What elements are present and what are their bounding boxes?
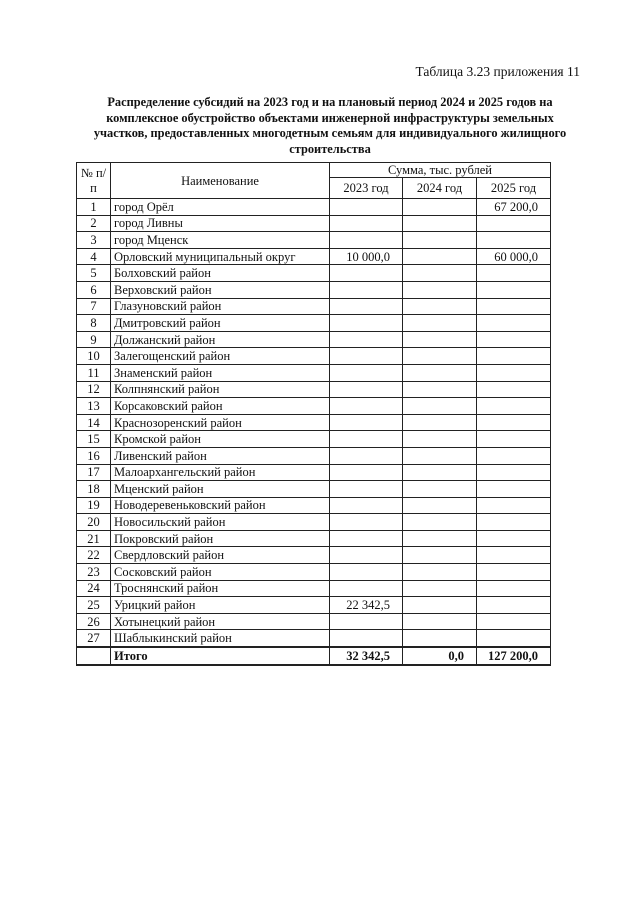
row-value-2023 xyxy=(330,398,403,415)
row-name: Орловский муниципальный округ xyxy=(111,248,330,265)
row-number: 9 xyxy=(77,331,111,348)
row-number: 6 xyxy=(77,281,111,298)
row-value-2023 xyxy=(330,613,403,630)
table-row xyxy=(77,597,551,614)
row-value-2025 xyxy=(477,564,551,581)
row-value-2023 xyxy=(330,530,403,547)
row-value-2024 xyxy=(403,497,477,514)
row-value-2024 xyxy=(403,564,477,581)
row-value-2023 xyxy=(330,232,403,249)
row-number: 10 xyxy=(77,348,111,365)
row-value-2025 xyxy=(477,630,551,647)
row-value-2025 xyxy=(477,215,551,232)
row-value-2023 xyxy=(330,547,403,564)
row-number: 3 xyxy=(77,232,111,249)
table-row xyxy=(77,232,551,249)
row-value-2024 xyxy=(403,298,477,315)
header-year-2024: 2024 год xyxy=(403,178,477,199)
row-name: Троснянский район xyxy=(111,580,330,597)
row-value-2025 xyxy=(477,464,551,481)
row-name: Верховский район xyxy=(111,281,330,298)
row-number: 11 xyxy=(77,364,111,381)
row-value-2025 xyxy=(477,447,551,464)
row-name: Сосковский район xyxy=(111,564,330,581)
row-value-2025 xyxy=(477,381,551,398)
row-value-2025 xyxy=(477,265,551,282)
row-name: Знаменский район xyxy=(111,364,330,381)
header-sum: Сумма, тыс. рублей xyxy=(330,163,551,178)
table-row xyxy=(77,464,551,481)
header-name: Наименование xyxy=(111,163,330,199)
row-value-2025 xyxy=(477,514,551,531)
row-number: 17 xyxy=(77,464,111,481)
row-value-2024 xyxy=(403,265,477,282)
table-row xyxy=(77,580,551,597)
row-value-2023 xyxy=(330,481,403,498)
row-value-2024 xyxy=(403,331,477,348)
row-value-2023 xyxy=(330,348,403,365)
row-number: 1 xyxy=(77,199,111,216)
total-value-2023: 32 342,5 xyxy=(330,647,403,665)
row-value-2024 xyxy=(403,414,477,431)
row-name: Залегощенский район xyxy=(111,348,330,365)
row-value-2025 xyxy=(477,281,551,298)
table-row xyxy=(77,530,551,547)
row-value-2023 xyxy=(330,331,403,348)
row-name: Урицкий район xyxy=(111,597,330,614)
row-value-2023 xyxy=(330,199,403,216)
row-value-2024 xyxy=(403,381,477,398)
row-name: Корсаковский район xyxy=(111,398,330,415)
row-name: Хотынецкий район xyxy=(111,613,330,630)
row-number: 20 xyxy=(77,514,111,531)
row-number: 13 xyxy=(77,398,111,415)
row-value-2023 xyxy=(330,514,403,531)
row-name: город Орёл xyxy=(111,199,330,216)
table-row xyxy=(77,331,551,348)
row-value-2023 xyxy=(330,381,403,398)
row-number: 24 xyxy=(77,580,111,597)
row-value-2023 xyxy=(330,447,403,464)
row-number: 15 xyxy=(77,431,111,448)
table-row xyxy=(77,248,551,265)
row-value-2025 xyxy=(477,232,551,249)
row-value-2024 xyxy=(403,364,477,381)
row-value-2025 xyxy=(477,315,551,332)
total-name: Итого xyxy=(111,647,330,665)
row-value-2025 xyxy=(477,481,551,498)
row-value-2025 xyxy=(477,580,551,597)
row-value-2023 xyxy=(330,315,403,332)
table-row xyxy=(77,447,551,464)
row-value-2023: 22 342,5 xyxy=(330,597,403,614)
row-value-2024 xyxy=(403,431,477,448)
row-value-2025: 60 000,0 xyxy=(477,248,551,265)
table-row xyxy=(77,414,551,431)
row-value-2024 xyxy=(403,514,477,531)
row-name: Болховский район xyxy=(111,265,330,282)
row-number: 26 xyxy=(77,613,111,630)
row-value-2024 xyxy=(403,464,477,481)
row-number: 12 xyxy=(77,381,111,398)
row-value-2023 xyxy=(330,215,403,232)
row-number: 4 xyxy=(77,248,111,265)
row-value-2024 xyxy=(403,315,477,332)
row-value-2023 xyxy=(330,414,403,431)
document-title: Распределение субсидий на 2023 год и на плановый период 2024 и 2025 годов на комплексное обустройство объектами инженерной инфраструктуры земельных участков, предоставленных многодетным семьям для индивидуального жилищного строительства xyxy=(93,95,567,156)
table-row xyxy=(77,497,551,514)
table-row xyxy=(77,298,551,315)
row-name: Должанский район xyxy=(111,331,330,348)
total-value-2025: 127 200,0 xyxy=(477,647,551,665)
row-value-2024 xyxy=(403,215,477,232)
table-row xyxy=(77,481,551,498)
header-year-2023: 2023 год xyxy=(330,178,403,199)
row-value-2024 xyxy=(403,232,477,249)
row-number: 22 xyxy=(77,547,111,564)
row-number: 16 xyxy=(77,447,111,464)
subsidy-table xyxy=(76,162,551,666)
row-value-2024 xyxy=(403,199,477,216)
row-value-2023 xyxy=(330,364,403,381)
row-value-2025 xyxy=(477,497,551,514)
table-row xyxy=(77,431,551,448)
table-row xyxy=(77,348,551,365)
row-value-2025: 67 200,0 xyxy=(477,199,551,216)
row-value-2023 xyxy=(330,464,403,481)
row-value-2024 xyxy=(403,613,477,630)
row-name: Глазуновский район xyxy=(111,298,330,315)
row-number: 27 xyxy=(77,630,111,647)
row-value-2025 xyxy=(477,364,551,381)
row-value-2023 xyxy=(330,281,403,298)
row-number: 23 xyxy=(77,564,111,581)
row-value-2024 xyxy=(403,530,477,547)
total-value-2024: 0,0 xyxy=(403,647,477,665)
row-value-2023 xyxy=(330,265,403,282)
row-name: Ливенский район xyxy=(111,447,330,464)
row-number: 21 xyxy=(77,530,111,547)
header-year-2025: 2025 год xyxy=(477,178,551,199)
table-row xyxy=(77,265,551,282)
row-value-2025 xyxy=(477,547,551,564)
row-name: Шаблыкинский район xyxy=(111,630,330,647)
row-value-2025 xyxy=(477,530,551,547)
row-value-2025 xyxy=(477,431,551,448)
row-value-2023 xyxy=(330,298,403,315)
row-name: Мценский район xyxy=(111,481,330,498)
header-num: № п/п xyxy=(77,163,111,199)
row-name: Свердловский район xyxy=(111,547,330,564)
table-row xyxy=(77,398,551,415)
row-value-2024 xyxy=(403,281,477,298)
row-number: 14 xyxy=(77,414,111,431)
row-name: Новодеревеньковский район xyxy=(111,497,330,514)
row-number: 7 xyxy=(77,298,111,315)
row-value-2024 xyxy=(403,630,477,647)
total-number xyxy=(77,647,111,665)
row-value-2025 xyxy=(477,298,551,315)
table-row xyxy=(77,547,551,564)
row-name: Покровский район xyxy=(111,530,330,547)
table-row xyxy=(77,613,551,630)
table-row xyxy=(77,364,551,381)
row-value-2023 xyxy=(330,497,403,514)
row-number: 25 xyxy=(77,597,111,614)
row-value-2025 xyxy=(477,398,551,415)
table-caption: Таблица 3.23 приложения 11 xyxy=(415,64,580,79)
row-name: Дмитровский район xyxy=(111,315,330,332)
row-number: 8 xyxy=(77,315,111,332)
row-value-2025 xyxy=(477,597,551,614)
row-name: Кромской район xyxy=(111,431,330,448)
row-value-2024 xyxy=(403,248,477,265)
table-row xyxy=(77,630,551,647)
table-row xyxy=(77,281,551,298)
row-name: Новосильский район xyxy=(111,514,330,531)
row-value-2024 xyxy=(403,597,477,614)
row-number: 5 xyxy=(77,265,111,282)
row-value-2023 xyxy=(330,564,403,581)
row-value-2024 xyxy=(403,348,477,365)
table-body xyxy=(77,199,551,665)
row-value-2023 xyxy=(330,580,403,597)
row-name: Колпнянский район xyxy=(111,381,330,398)
table-row xyxy=(77,514,551,531)
table-row xyxy=(77,564,551,581)
row-value-2023 xyxy=(330,431,403,448)
total-row xyxy=(77,647,551,665)
row-value-2023 xyxy=(330,630,403,647)
row-value-2024 xyxy=(403,447,477,464)
row-value-2025 xyxy=(477,331,551,348)
row-name: Краснозоренский район xyxy=(111,414,330,431)
row-value-2024 xyxy=(403,481,477,498)
row-number: 18 xyxy=(77,481,111,498)
table-row xyxy=(77,199,551,216)
row-number: 19 xyxy=(77,497,111,514)
table-row xyxy=(77,381,551,398)
row-name: Малоархангельский район xyxy=(111,464,330,481)
row-name: город Ливны xyxy=(111,215,330,232)
row-value-2023: 10 000,0 xyxy=(330,248,403,265)
table-row xyxy=(77,215,551,232)
row-value-2025 xyxy=(477,348,551,365)
row-number: 2 xyxy=(77,215,111,232)
row-value-2024 xyxy=(403,580,477,597)
row-name: город Мценск xyxy=(111,232,330,249)
row-value-2025 xyxy=(477,414,551,431)
table-row xyxy=(77,315,551,332)
row-value-2025 xyxy=(477,613,551,630)
row-value-2024 xyxy=(403,398,477,415)
row-value-2024 xyxy=(403,547,477,564)
